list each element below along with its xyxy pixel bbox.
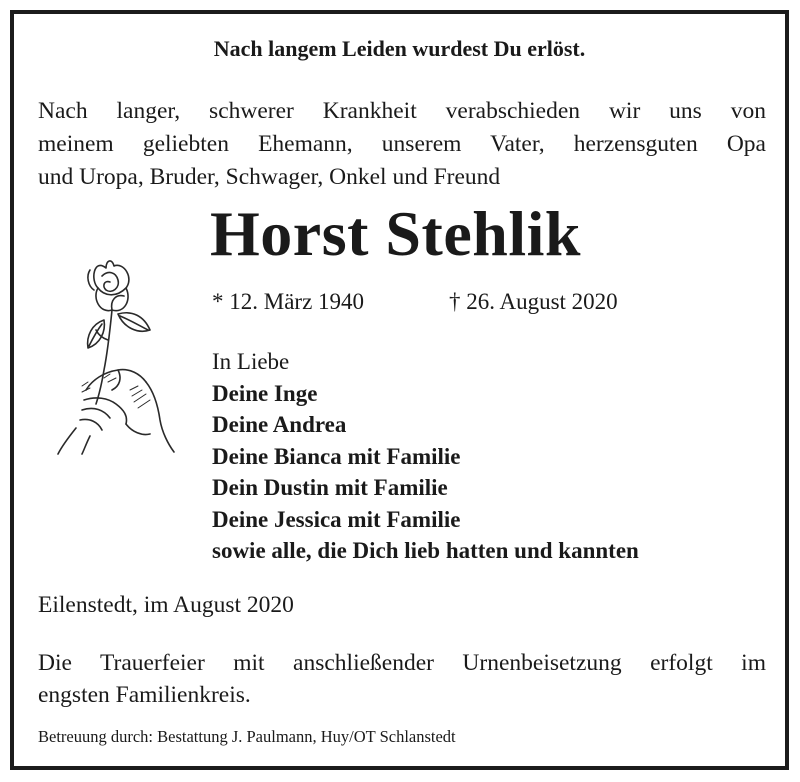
intro-line: meinem geliebten Ehemann, unserem Vater, herzensguten Opa <box>38 131 766 157</box>
intro-text <box>38 95 766 194</box>
intro-line: Nach langer, schwerer Krankheit verabschieden wir uns von <box>38 98 766 124</box>
mourner-name: Deine Inge <box>212 380 318 406</box>
death-date: † 26. August 2020 <box>449 289 618 314</box>
rose-in-hand-illustration <box>46 240 186 455</box>
obituary-frame <box>10 10 789 770</box>
mourner-name: Dein Dustin mit Familie <box>212 475 448 500</box>
heading: Nach langem Leiden wurdest Du erlöst. <box>213 36 586 61</box>
mourner-name: sowie alle, die Dich lieb hatten und kannten <box>212 538 639 563</box>
mourners-list <box>212 346 639 567</box>
deceased-name: Horst Stehlik <box>210 198 581 269</box>
intro-line: und Uropa, Bruder, Schwager, Onkel und Freund <box>38 164 501 190</box>
place-and-date: Eilenstedt, im August 2020 <box>38 592 294 618</box>
funeral-line: Die Trauerfeier mit anschließender Urnenbeisetzung erfolgt im <box>38 650 766 676</box>
funeral-info <box>38 647 766 711</box>
funeral-line: engsten Familienkreis. <box>38 682 251 708</box>
funeral-home-credit: Betreuung durch: Bestattung J. Paulmann, Huy/OT Schlanstedt <box>38 727 456 746</box>
birth-date: * 12. März 1940 <box>212 289 365 314</box>
mourner-name: Deine Jessica mit Familie <box>212 506 461 532</box>
mourners-intro: In Liebe <box>212 349 290 374</box>
mourner-name: Deine Bianca mit Familie <box>212 443 461 469</box>
mourner-name: Deine Andrea <box>212 412 347 437</box>
